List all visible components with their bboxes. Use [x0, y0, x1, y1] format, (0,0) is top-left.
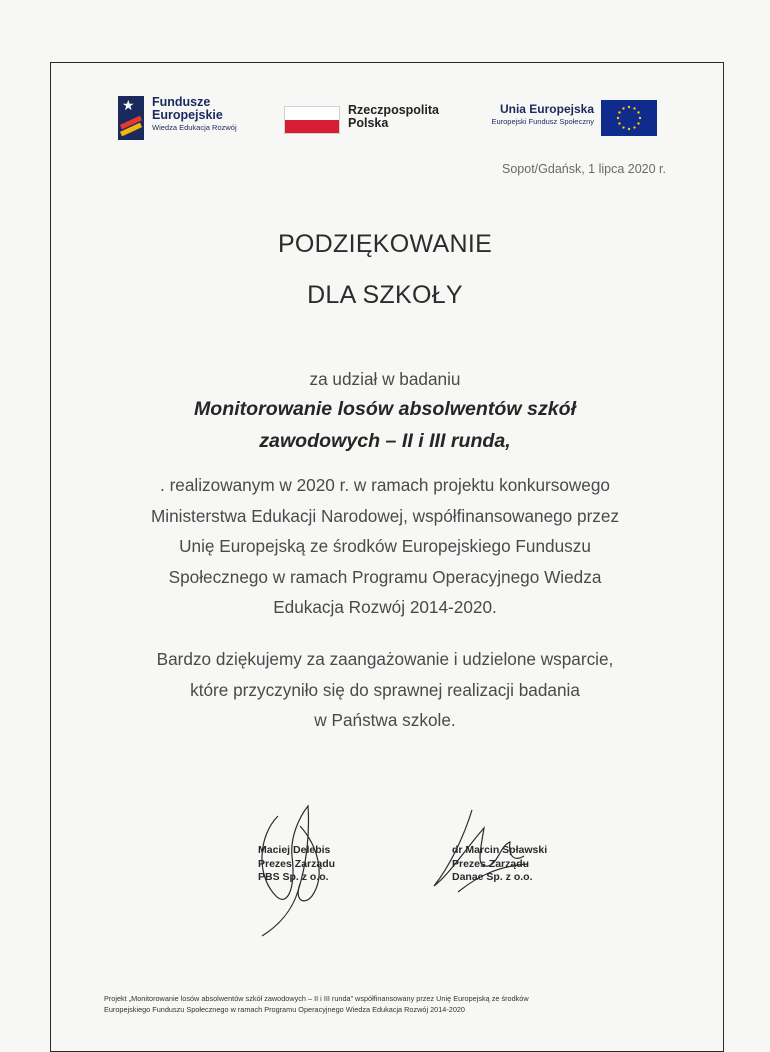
- eu-star-icon: [637, 111, 639, 113]
- rp-line1: Rzeczpospolita: [348, 103, 439, 117]
- footer-line2: Europejskiego Funduszu Społecznego w ramach Programu Operacyjnego Wiedza Edukacja Rozwój 2014-2020: [104, 1005, 465, 1014]
- thanks-line: w Państwa szkole.: [314, 710, 456, 730]
- eu-star-icon: [617, 117, 619, 119]
- fe-emblem-icon: ★: [118, 96, 144, 140]
- thanks-paragraph: [0, 644, 770, 736]
- signer-left-company: PBS Sp. z o.o.: [258, 871, 329, 883]
- signer-right-company: Danae Sp. z o.o.: [452, 871, 533, 883]
- title-line1: PODZIĘKOWANIE: [277, 230, 493, 258]
- body-line: Ministerstwa Edukacji Narodowej, współfinansowanego przez: [150, 505, 620, 526]
- body-line: Społecznego w ramach Programu Operacyjnego Wiedza: [168, 566, 602, 587]
- signer-right-name: dr Marcin Spławski: [452, 844, 548, 856]
- thanks-line: które przyczyniło się do sprawnej realizacji badania: [190, 679, 580, 700]
- ue-line1: Unia Europejska: [499, 102, 594, 116]
- eu-star-icon: [633, 107, 635, 109]
- eu-star-icon: [639, 117, 641, 119]
- footer-note: [104, 993, 664, 1015]
- title-line2: DLA SZKOŁY: [307, 281, 463, 309]
- rp-line2: Polska: [348, 116, 389, 130]
- signature-right: [452, 844, 547, 885]
- study-title-line1: Monitorowanie losów absolwentów szkół: [193, 398, 577, 420]
- signer-left-name: Maciej Delebis: [258, 844, 331, 856]
- signature-left: [258, 844, 335, 885]
- fe-line2: Europejskie: [152, 108, 223, 122]
- thanks-line: Bardzo dziękujemy za zaangażowanie i udzielone wsparcie,: [156, 649, 614, 669]
- eu-star-icon: [622, 126, 624, 128]
- body-line: Unię Europejską ze środków Europejskiego Funduszu: [179, 536, 591, 556]
- signer-right-role: Prezes Zarządu: [452, 857, 530, 870]
- fe-line1: Fundusze: [152, 95, 211, 109]
- eu-star-icon: [618, 111, 620, 113]
- eu-star-icon: [628, 128, 630, 130]
- study-title-line2: zawodowych – II i III runda,: [259, 430, 511, 452]
- logo-bar: [0, 96, 770, 146]
- eu-flag-icon: [601, 100, 657, 136]
- signer-left-role: Prezes Zarządu: [258, 857, 336, 870]
- ue-line2: Europejski Fundusz Społeczny: [491, 117, 594, 126]
- body-line: Edukacja Rozwój 2014-2020.: [273, 597, 497, 617]
- eu-star-icon: [637, 122, 639, 124]
- intro-text: za udział w badaniu: [309, 369, 461, 389]
- eu-star-icon: [633, 126, 635, 128]
- place-date: Sopot/Gdańsk, 1 lipca 2020 r.: [502, 162, 666, 176]
- study-title: [0, 393, 770, 457]
- polish-flag-icon: [284, 106, 340, 134]
- body-line: . realizowanym w 2020 r. w ramach projektu konkursowego: [160, 475, 610, 495]
- footer-line1: Projekt „Monitorowanie losów absolwentów szkół zawodowych – II i III runda” współfinansowany przez Unię Europejską ze środków: [104, 994, 529, 1003]
- fe-line3: Wiedza Edukacja Rozwój: [152, 123, 237, 132]
- body-paragraph: [0, 470, 770, 623]
- eu-star-icon: [628, 106, 630, 108]
- eu-star-icon: [622, 107, 624, 109]
- eu-star-icon: [618, 122, 620, 124]
